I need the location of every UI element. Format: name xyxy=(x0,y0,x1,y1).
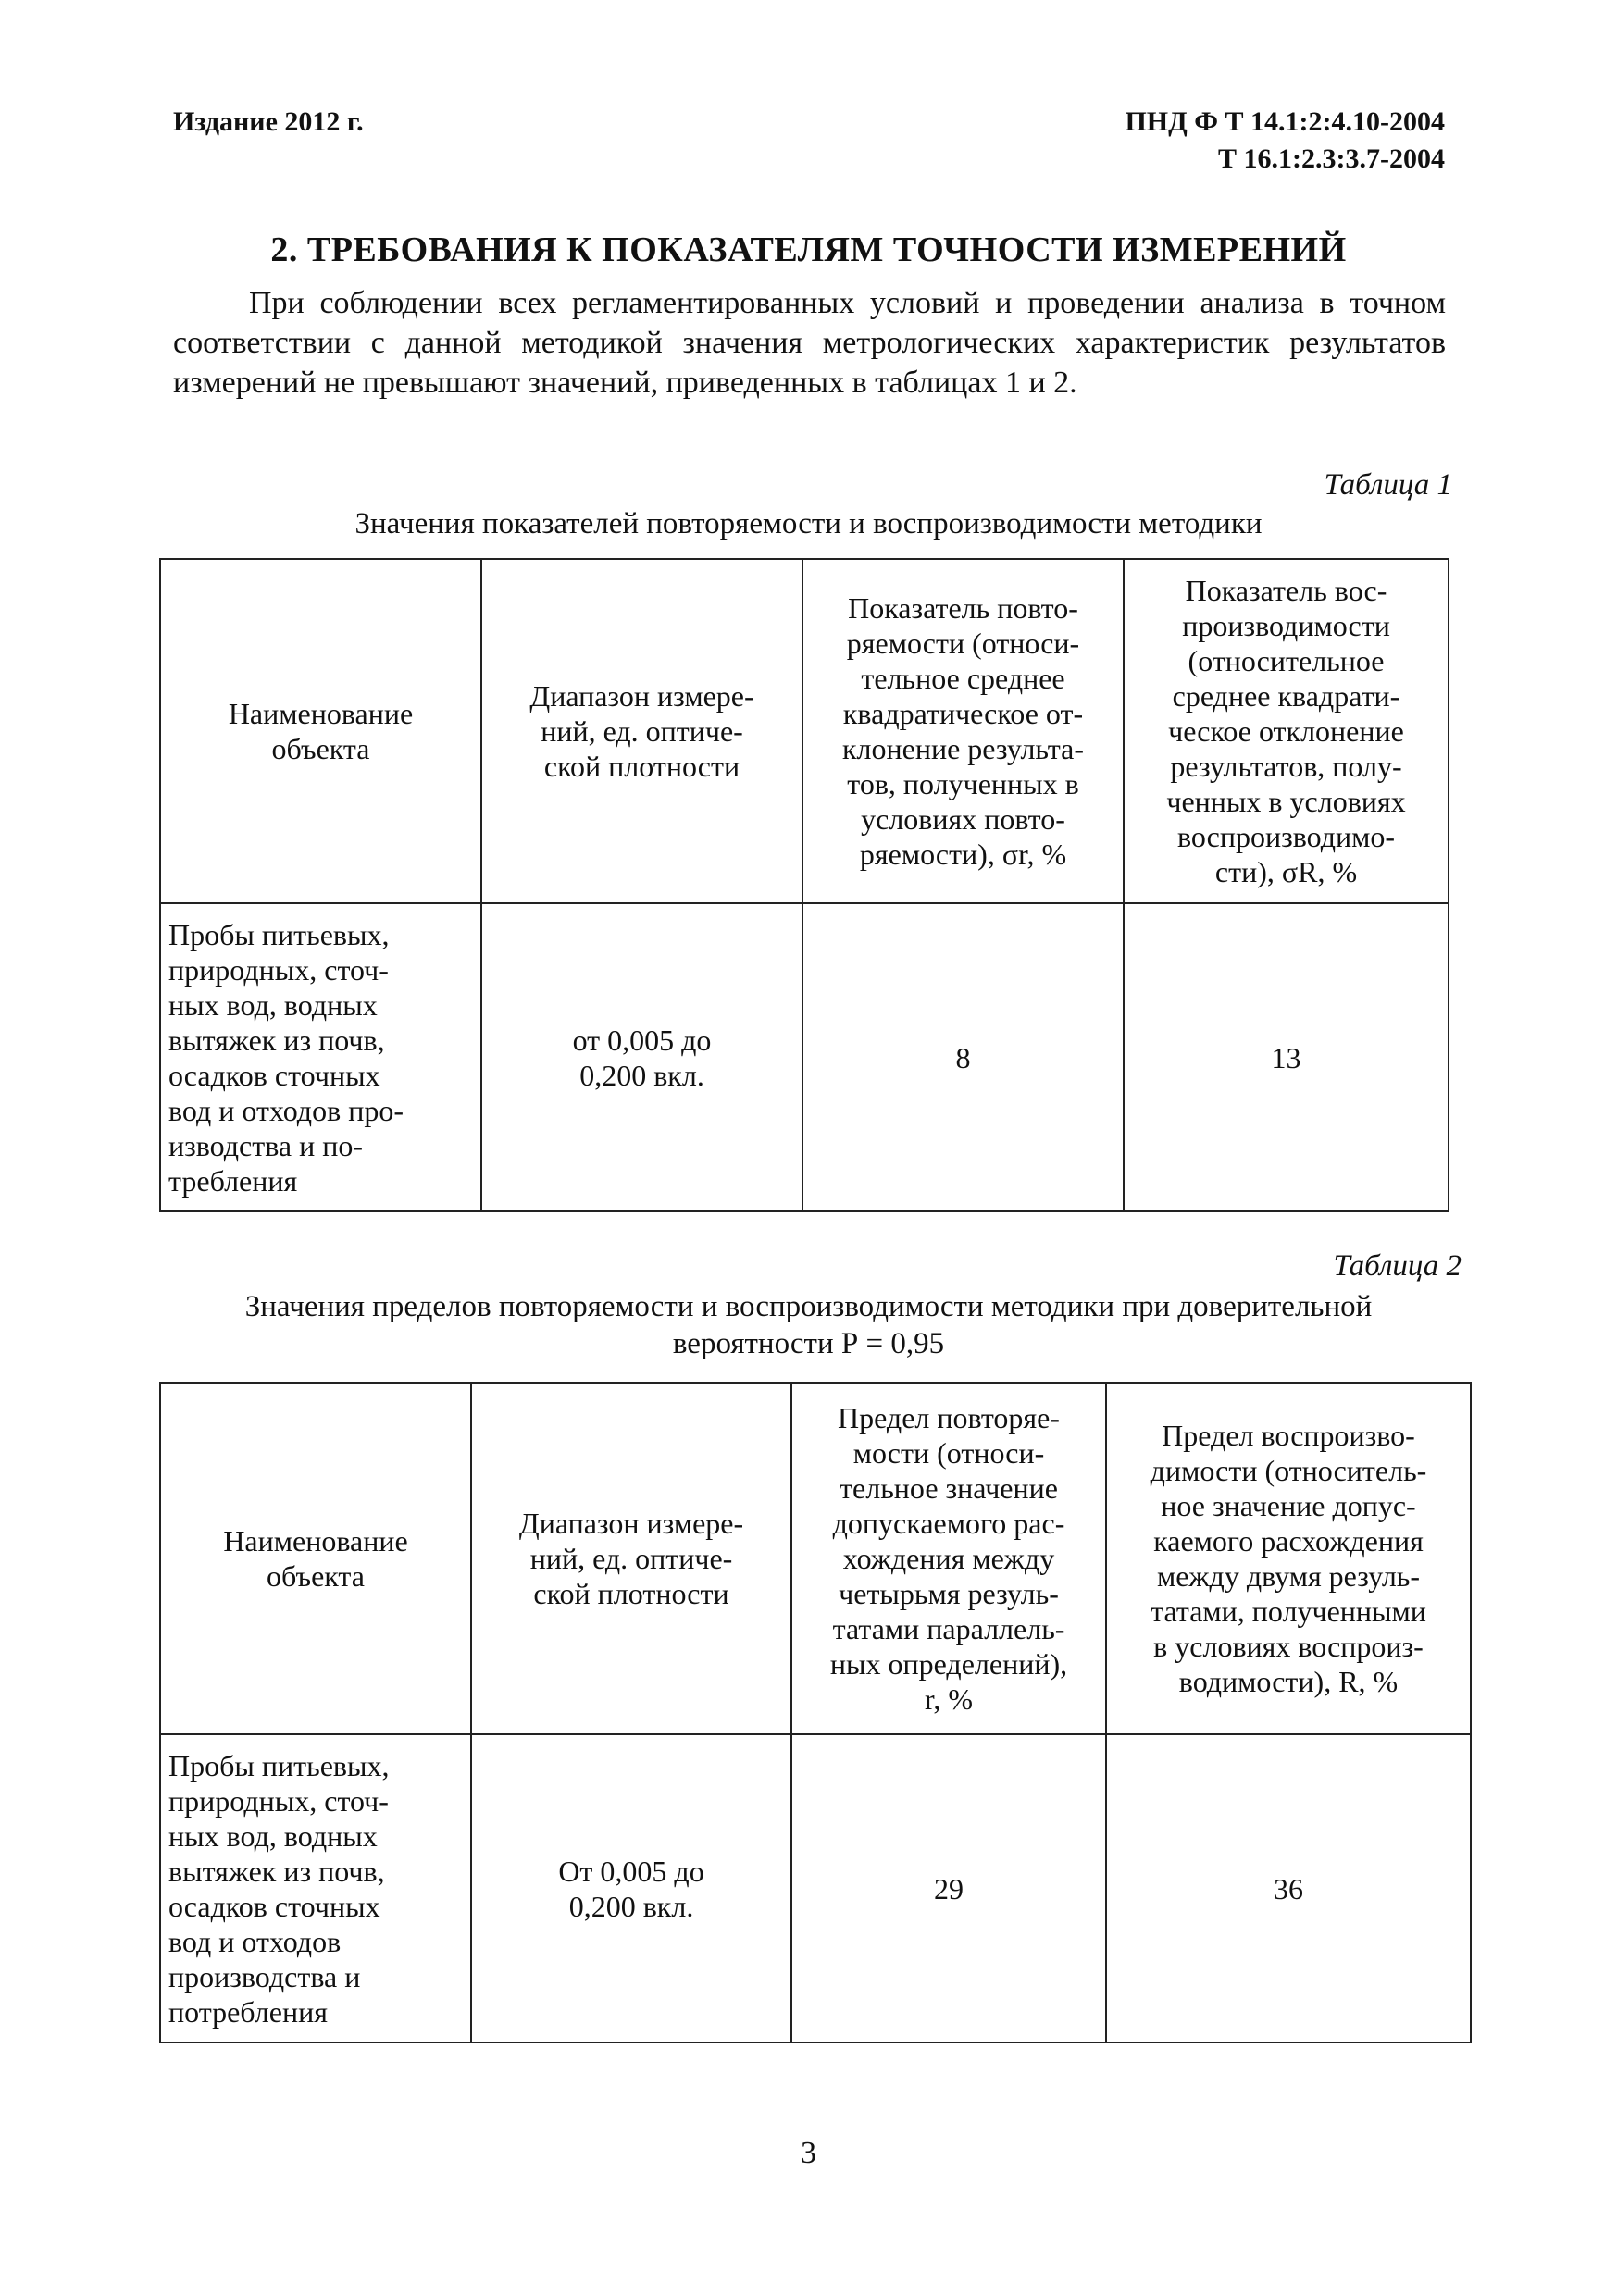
page-number: 3 xyxy=(801,2136,816,2170)
table2-cell-range: От 0,005 до 0,200 вкл. xyxy=(471,1734,791,2042)
table1-header-row xyxy=(160,559,1449,903)
table2 xyxy=(159,1382,1472,2043)
table1-label: Таблица 1 xyxy=(1324,468,1452,502)
table2-header-repeatability-limit: Предел повторяе- мости (относи- тельное значение допускаемого рас- хождения между четырьмя резуль- татами параллель- ных определений), r, % xyxy=(791,1383,1106,1734)
document-code xyxy=(1125,104,1445,178)
table2-cell-reproducibility-limit: 36 xyxy=(1106,1734,1471,2042)
table1-header-repeatability: Показатель повто- ряемости (относи- тельное среднее квадратическое от- клонение результа- тов, полученных в условиях повто- ряемости), σr, % xyxy=(802,559,1124,903)
intro-paragraph: При соблюдении всех регламентированных условий и проведении анализа в точном соответствии с данной методикой значения метрологических характеристик результатов измерений не превышают значений, приведенных в таблицах 1 и 2. xyxy=(173,286,1446,400)
table1-caption: Значения показателей повторяемости и воспроизводимости методики xyxy=(354,507,1263,540)
table1 xyxy=(159,558,1449,1212)
document-code-line2: Т 16.1:2.3:3.7-2004 xyxy=(1218,143,1445,174)
table2-header-range: Диапазон измере- ний, ед. оптиче- ской плотности xyxy=(471,1383,791,1734)
table1-cell-range: от 0,005 до 0,200 вкл. xyxy=(481,903,802,1211)
table2-caption-line2: вероятности Р = 0,95 xyxy=(672,1327,945,1360)
table2-caption-line1: Значения пределов повторяемости и воспроизводимости методики при доверительной xyxy=(244,1290,1373,1323)
table1-header-reproducibility: Показатель вос- производимости (относительное среднее квадрати- ческое отклонение результатов, полу- ченных в условиях воспроизводимо- сти), σR, % xyxy=(1124,559,1449,903)
table2-cell-repeatability-limit: 29 xyxy=(791,1734,1106,2042)
table1-cell-object: Пробы питьевых, природных, сточ- ных вод, водных вытяжек из почв, осадков сточных вод и отходов про- изводства и по- требления xyxy=(160,903,481,1211)
table2-label: Таблица 2 xyxy=(1333,1249,1462,1283)
edition-label: Издание 2012 г. xyxy=(173,106,364,137)
table2-cell-object: Пробы питьевых, природных, сточ- ных вод, водных вытяжек из почв, осадков сточных вод и отходов производства и потребления xyxy=(160,1734,471,2042)
table1-cell-repeatability: 8 xyxy=(802,903,1124,1211)
table1-cell-reproducibility: 13 xyxy=(1124,903,1449,1211)
table2-data-row xyxy=(160,1734,1471,2042)
table1-header-object: Наименование объекта xyxy=(160,559,481,903)
table1-header-range: Диапазон измере- ний, ед. оптиче- ской плотности xyxy=(481,559,802,903)
table2-header-object: Наименование объекта xyxy=(160,1383,471,1734)
table2-header-reproducibility-limit: Предел воспроизво- димости (относитель- ное значение допус- каемого расхождения между двумя резуль- татами, полученными в условиях воспроиз- водимости), R, % xyxy=(1106,1383,1471,1734)
table1-data-row xyxy=(160,903,1449,1211)
section-title: 2. ТРЕБОВАНИЯ К ПОКАЗАТЕЛЯМ ТОЧНОСТИ ИЗМЕРЕНИЙ xyxy=(270,230,1347,269)
table2-header-row xyxy=(160,1383,1471,1734)
document-code-line1: ПНД Ф Т 14.1:2:4.10-2004 xyxy=(1125,106,1445,137)
